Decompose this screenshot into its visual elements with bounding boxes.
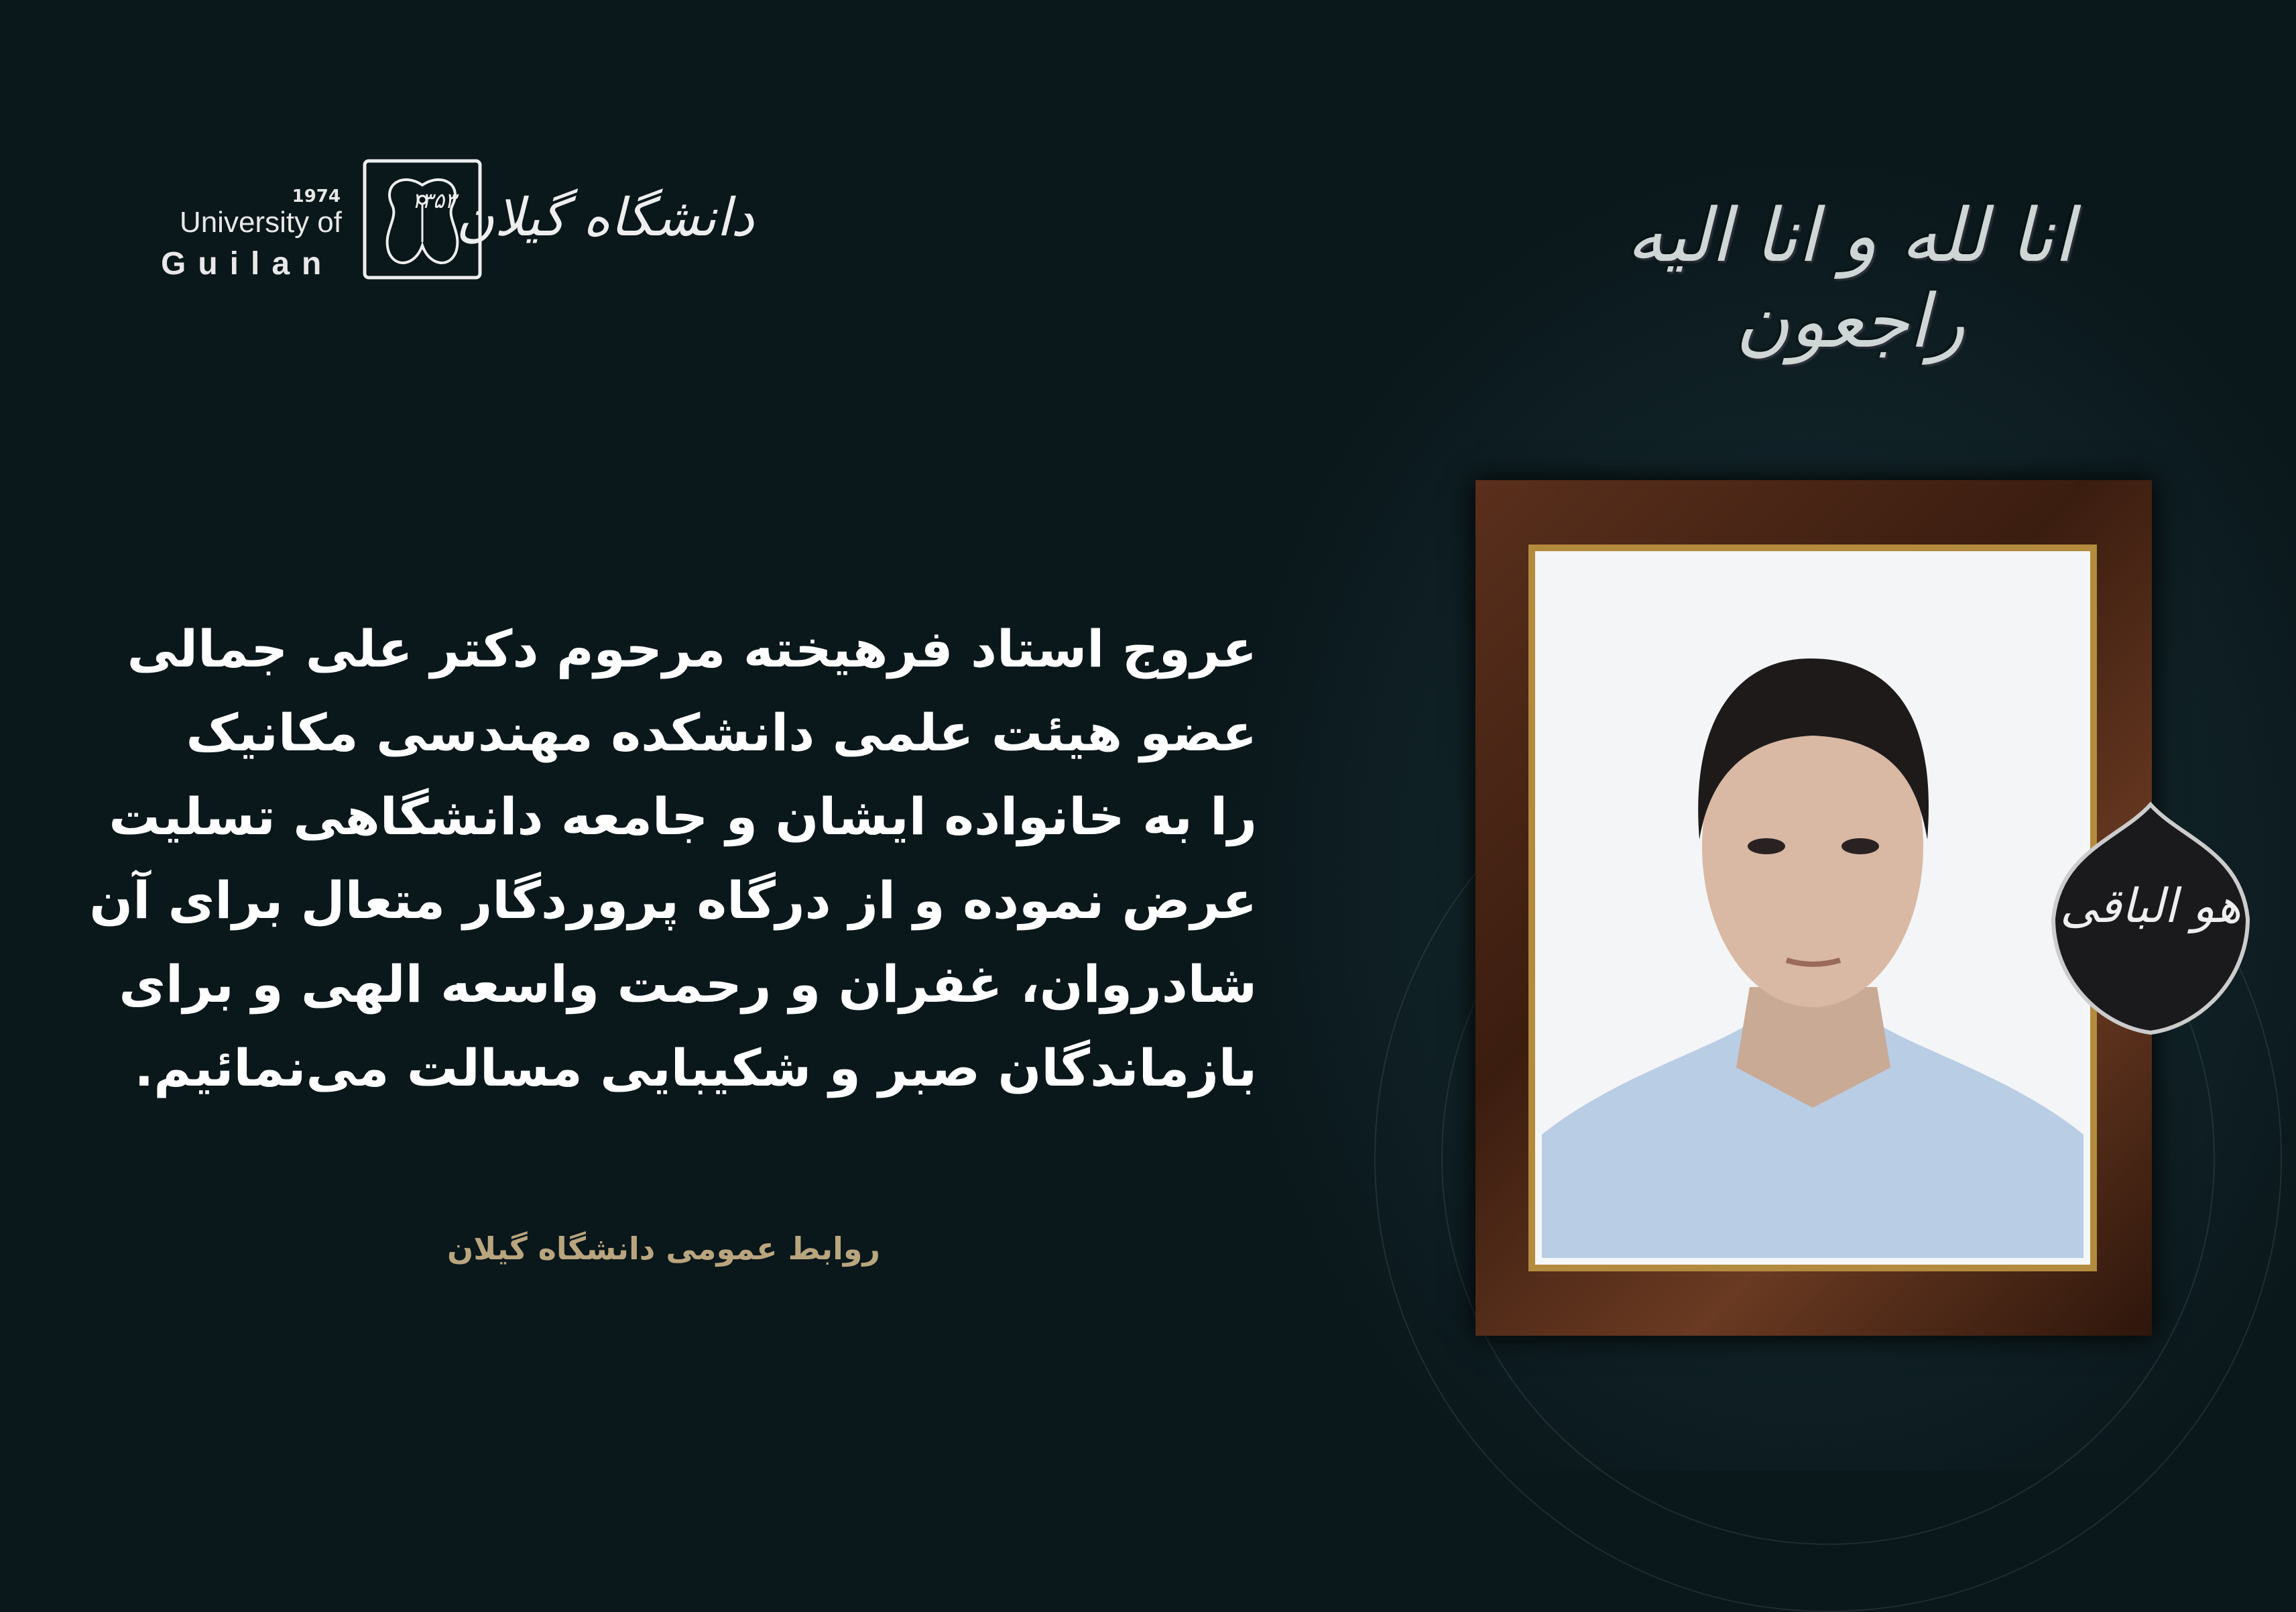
message-line: بازماندگان صبر و شکیبایی مسالت می‌نمائیم.: [134, 1038, 1257, 1098]
message-line: عضو هیئت علمی دانشکده مهندسی مکانیک: [186, 703, 1257, 762]
logo-line1: University of: [179, 206, 342, 239]
logo-line2: Guilan: [161, 246, 334, 282]
calligraphy-verse: [1589, 139, 2112, 441]
calligraphy-text: انا لله و انا الیه راجعون: [1626, 192, 2074, 364]
logo-year: 1974: [292, 186, 341, 207]
signature: روابط عمومی دانشگاه گیلان: [447, 1230, 880, 1267]
message-line: عرض نموده و از درگاه پروردگار متعال برای آن: [89, 870, 1257, 930]
message-line: را به خانواده ایشان و جامعه دانشگاهی تسلیت: [109, 787, 1257, 846]
university-logo-persian: [410, 188, 754, 288]
badge-emblem: [2047, 798, 2254, 1039]
condolence-message: [89, 607, 1257, 1110]
logo-year-fa: ۱۳۵۳: [410, 188, 457, 213]
logo-name-fa: دانشگاه گیلان: [456, 188, 754, 248]
message-line: عروج استاد فرهیخته مرحوم دکتر علی جمالی: [127, 619, 1257, 679]
badge-text: هو الباقی: [2059, 878, 2242, 933]
university-logo-english: [147, 186, 342, 282]
portrait-photo: [1542, 558, 2083, 1258]
message-line: شادروان، غفران و رحمت واسعه الهی و برای: [119, 954, 1257, 1014]
